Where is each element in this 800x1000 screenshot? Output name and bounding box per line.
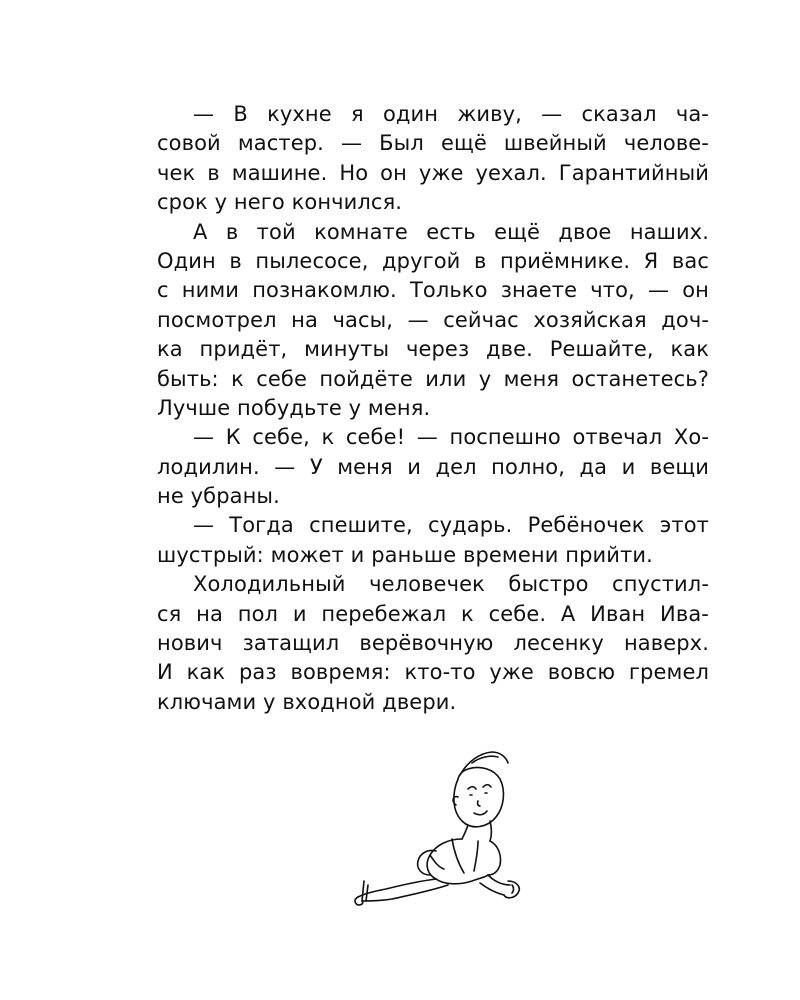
- text-line: Лучше побудьте у меня.: [157, 395, 431, 420]
- text-line: нович затащил верёвочную лесенку наверх.: [157, 631, 709, 656]
- text-line: лодилин. — У меня и дел полно, да и вещи: [157, 454, 709, 479]
- text-line: — К себе, к себе! — поспешно отвечал Хо-: [193, 425, 709, 450]
- text-line: — В кухне я один живу, — сказал ча-: [193, 102, 709, 126]
- text-line: ка придёт, минуты через две. Решайте, как: [157, 337, 709, 362]
- text-line: посмотрел на часы, — сейчас хозяйская доч-: [157, 307, 709, 332]
- text-line: А в той комнате есть ещё двое наших.: [193, 219, 709, 244]
- text-line: Холодильный человечек быстро спустил-: [193, 572, 709, 597]
- text-line: И как раз вовремя: кто-то уже вовсю гремел: [157, 660, 709, 685]
- text-line: ся на пол и перебежал к себе. А Иван Ива-: [157, 601, 709, 626]
- text-line: совой мастер. — Был ещё швейный челове-: [157, 131, 709, 156]
- book-page-text: [157, 100, 709, 717]
- text-line: чек в машине. Но он уже уехал. Гарантийный: [157, 160, 709, 185]
- text-line: не убраны.: [157, 484, 280, 509]
- text-line: срок у него кончился.: [157, 190, 403, 215]
- little-man-illustration: [340, 735, 530, 910]
- text-line: с ними познакомлю. Только знаете что, — он: [157, 278, 709, 303]
- text-line: ключами у входной двери.: [157, 689, 457, 714]
- text-line: — Тогда спешите, сударь. Ребёночек этот: [193, 513, 709, 538]
- line-drawing-figure-icon: [340, 735, 530, 910]
- text-line: быть: к себе пойдёте или у меня останетесь?: [157, 366, 709, 391]
- text-line: Один в пылесосе, другой в приёмнике. Я вас: [157, 248, 709, 273]
- text-line: шустрый: может и раньше времени прийти.: [157, 542, 653, 567]
